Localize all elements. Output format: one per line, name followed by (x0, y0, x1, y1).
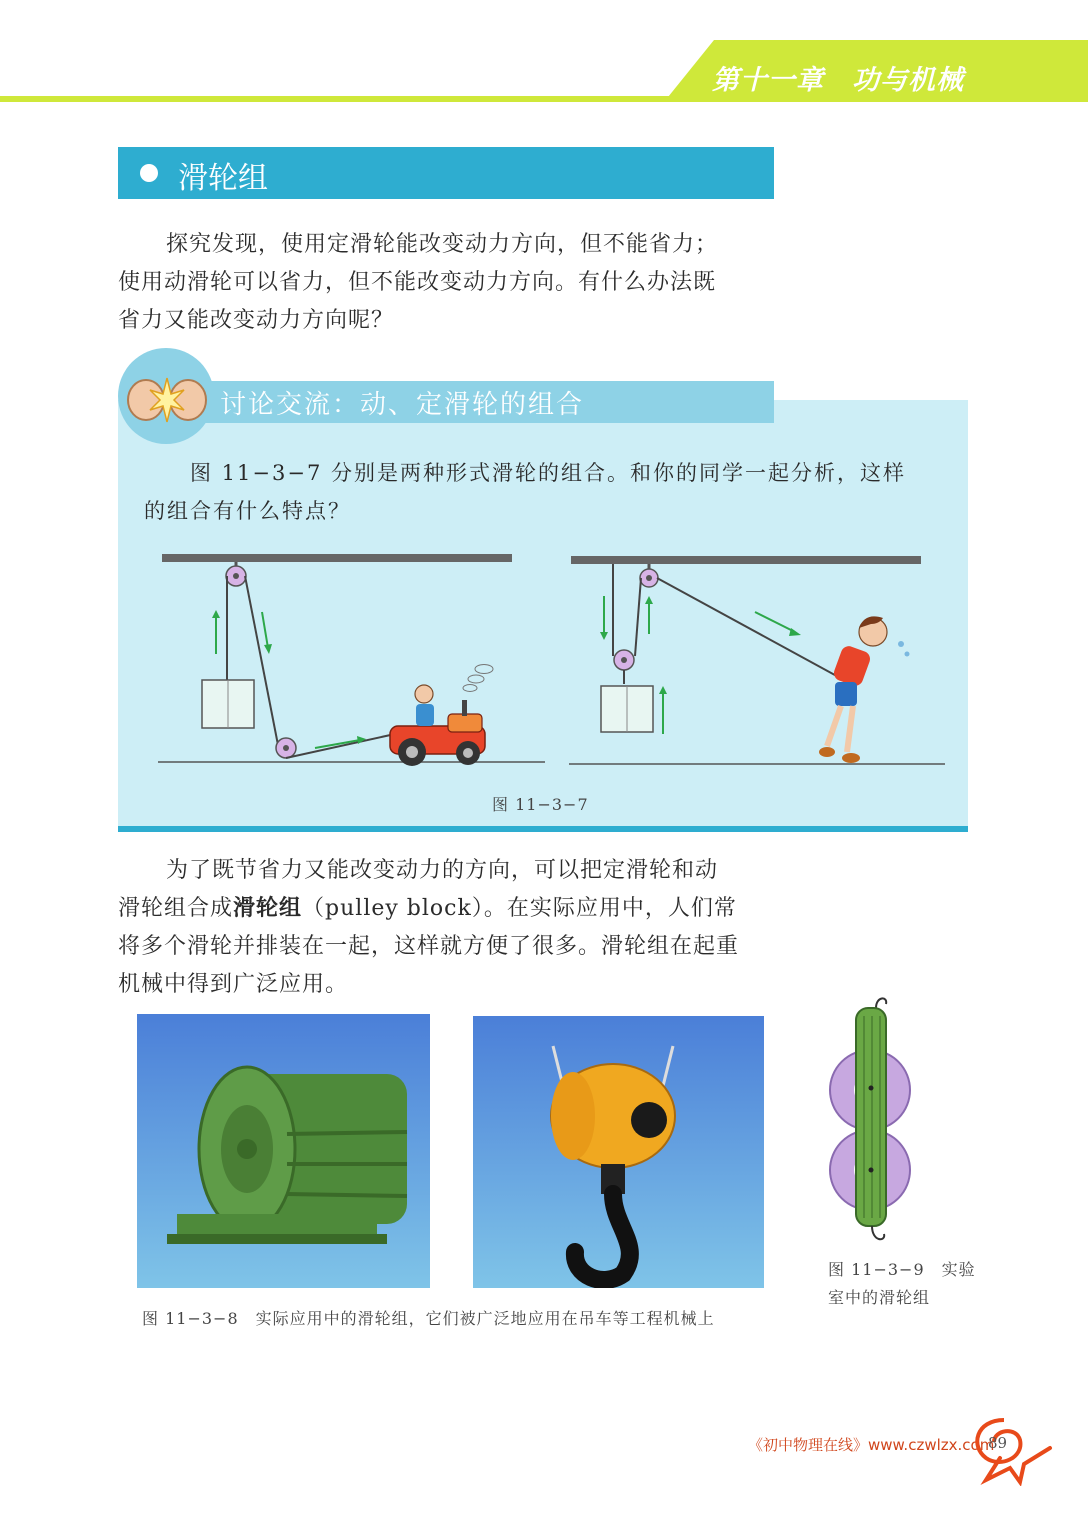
discussion-bottom-rule (118, 826, 968, 832)
discussion-line: 图 11−3−7 分别是两种形式滑轮的组合。和你的同学一起分析，这样 (190, 461, 906, 485)
lab-pulley-block-icon (826, 986, 926, 1248)
bullet-icon (140, 164, 158, 182)
page-swirl-icon (964, 1412, 1056, 1486)
figure-pulley-boy (565, 548, 950, 778)
key-term: 滑轮组 (233, 896, 303, 921)
discussion-heads-icon (124, 372, 210, 428)
discussion-title: 讨论交流：动、定滑轮的组合 (220, 390, 585, 420)
body-paragraph (118, 852, 788, 1004)
figure-caption: 图 11−3−7 (492, 795, 589, 814)
body-text: 滑轮组合成 (118, 896, 234, 921)
lab-figure-caption (828, 1256, 988, 1312)
caption-line: 室中的滑轮组 (828, 1288, 931, 1307)
body-text: （pulley block）。在实际应用中，人们常 (302, 896, 737, 921)
site-watermark: 《初中物理在线》www.czwlzx.com (748, 1436, 995, 1454)
intro-line: 使用动滑轮可以省力，但不能改变动力方向。有什么办法既 (118, 270, 717, 295)
section-title: 滑轮组 (178, 161, 268, 196)
body-line (118, 890, 788, 928)
chapter-title: 第十一章 功与机械 (712, 65, 964, 96)
discussion-line: 的组合有什么特点？ (144, 499, 351, 523)
caption-line: 图 11−3−9 实验 (828, 1260, 976, 1279)
body-line: 为了既节省力又能改变动力的方向，可以把定滑轮和动 (166, 858, 719, 883)
page-number: 89 (988, 1434, 1008, 1452)
intro-paragraph (118, 226, 788, 340)
photo-caption: 图 11−3−8 实际应用中的滑轮组，它们被广泛地应用在吊车等工程机械上 (142, 1309, 715, 1328)
figure-pulley-tractor (150, 548, 550, 778)
photo-green-pulley-block (137, 1014, 430, 1288)
body-line: 机械中得到广泛应用。 (118, 972, 349, 997)
photo-crane-hook (473, 1016, 764, 1288)
discussion-text (144, 454, 944, 530)
intro-line: 探究发现，使用定滑轮能改变动力方向，但不能省力； (166, 232, 719, 257)
body-line: 将多个滑轮并排装在一起，这样就方便了很多。滑轮组在起重 (118, 934, 740, 959)
intro-line: 省力又能改变动力方向呢？ (118, 308, 395, 333)
